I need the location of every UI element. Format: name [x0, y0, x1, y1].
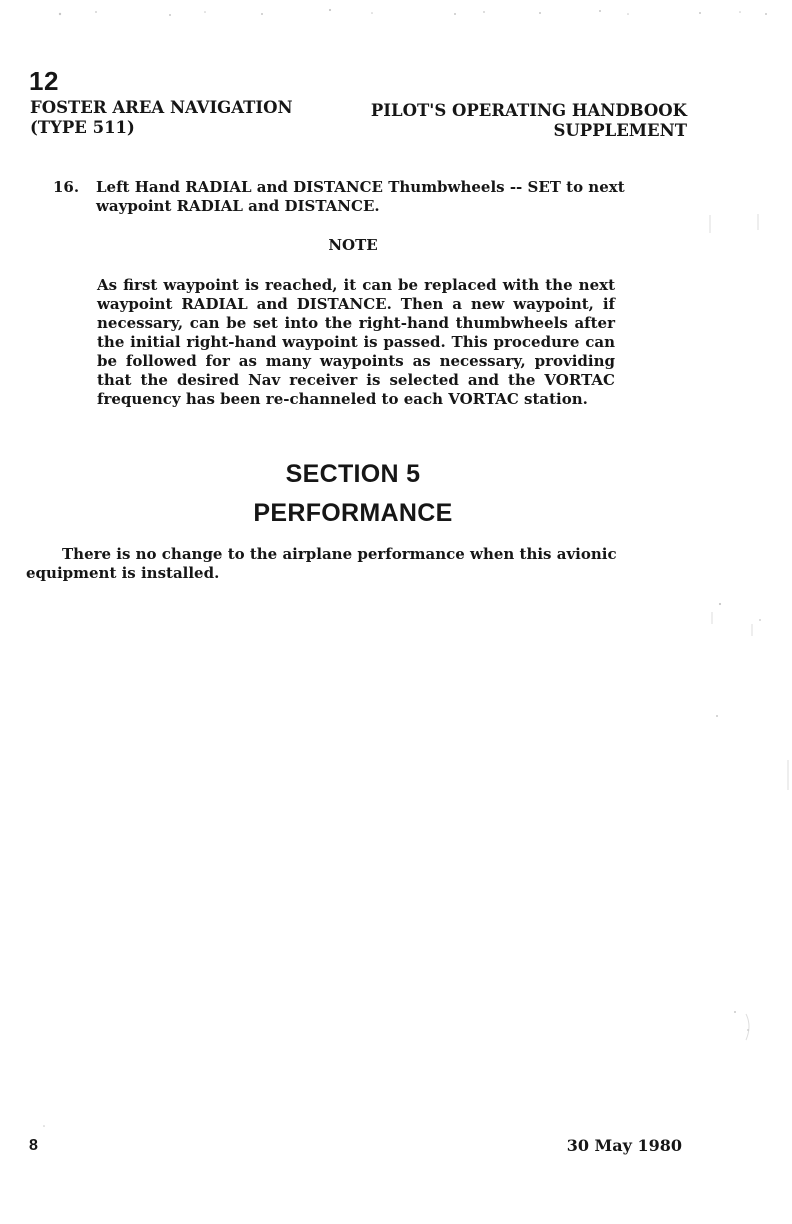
note-body: As first waypoint is reached, it can be replaced with the next waypoint RADIAL and DISTANCE. Then a new waypoint, if necessary, can be set into the right-hand thumbwheels after the initial right-hand waypoint is passed. This procedure can be followed for as many waypoints as necessary, providing that the desired Nav receiver is selected and the VORTAC frequency has been re-channeled to each VORTAC station. [97, 276, 615, 408]
supplement-number: 12 [29, 66, 59, 96]
performance-paragraph [26, 545, 686, 583]
supplement-label-line: SUPPLEMENT [553, 121, 687, 140]
header-type-line: (TYPE 511) [30, 118, 135, 137]
procedure-step-number: 16. [53, 178, 80, 196]
performance-text: There is no change to the airplane performance when this avionic equipment is installed. [26, 545, 617, 582]
header-left-title [30, 98, 293, 138]
handbook-title-line: PILOT'S OPERATING HANDBOOK [370, 101, 687, 120]
section-name-heading: PERFORMANCE [253, 499, 453, 527]
note-title: NOTE [328, 236, 378, 254]
procedure-step-text: Left Hand RADIAL and DISTANCE Thumbwheels -- SET to next waypoint RADIAL and DISTANCE. [96, 178, 625, 215]
header-title-line: FOSTER AREA NAVIGATION [30, 98, 293, 117]
section-number-heading: SECTION 5 [285, 460, 421, 488]
page-date: 30 May 1980 [566, 1136, 682, 1155]
header-right-title [340, 101, 687, 141]
page-number: 8 [29, 1137, 38, 1154]
